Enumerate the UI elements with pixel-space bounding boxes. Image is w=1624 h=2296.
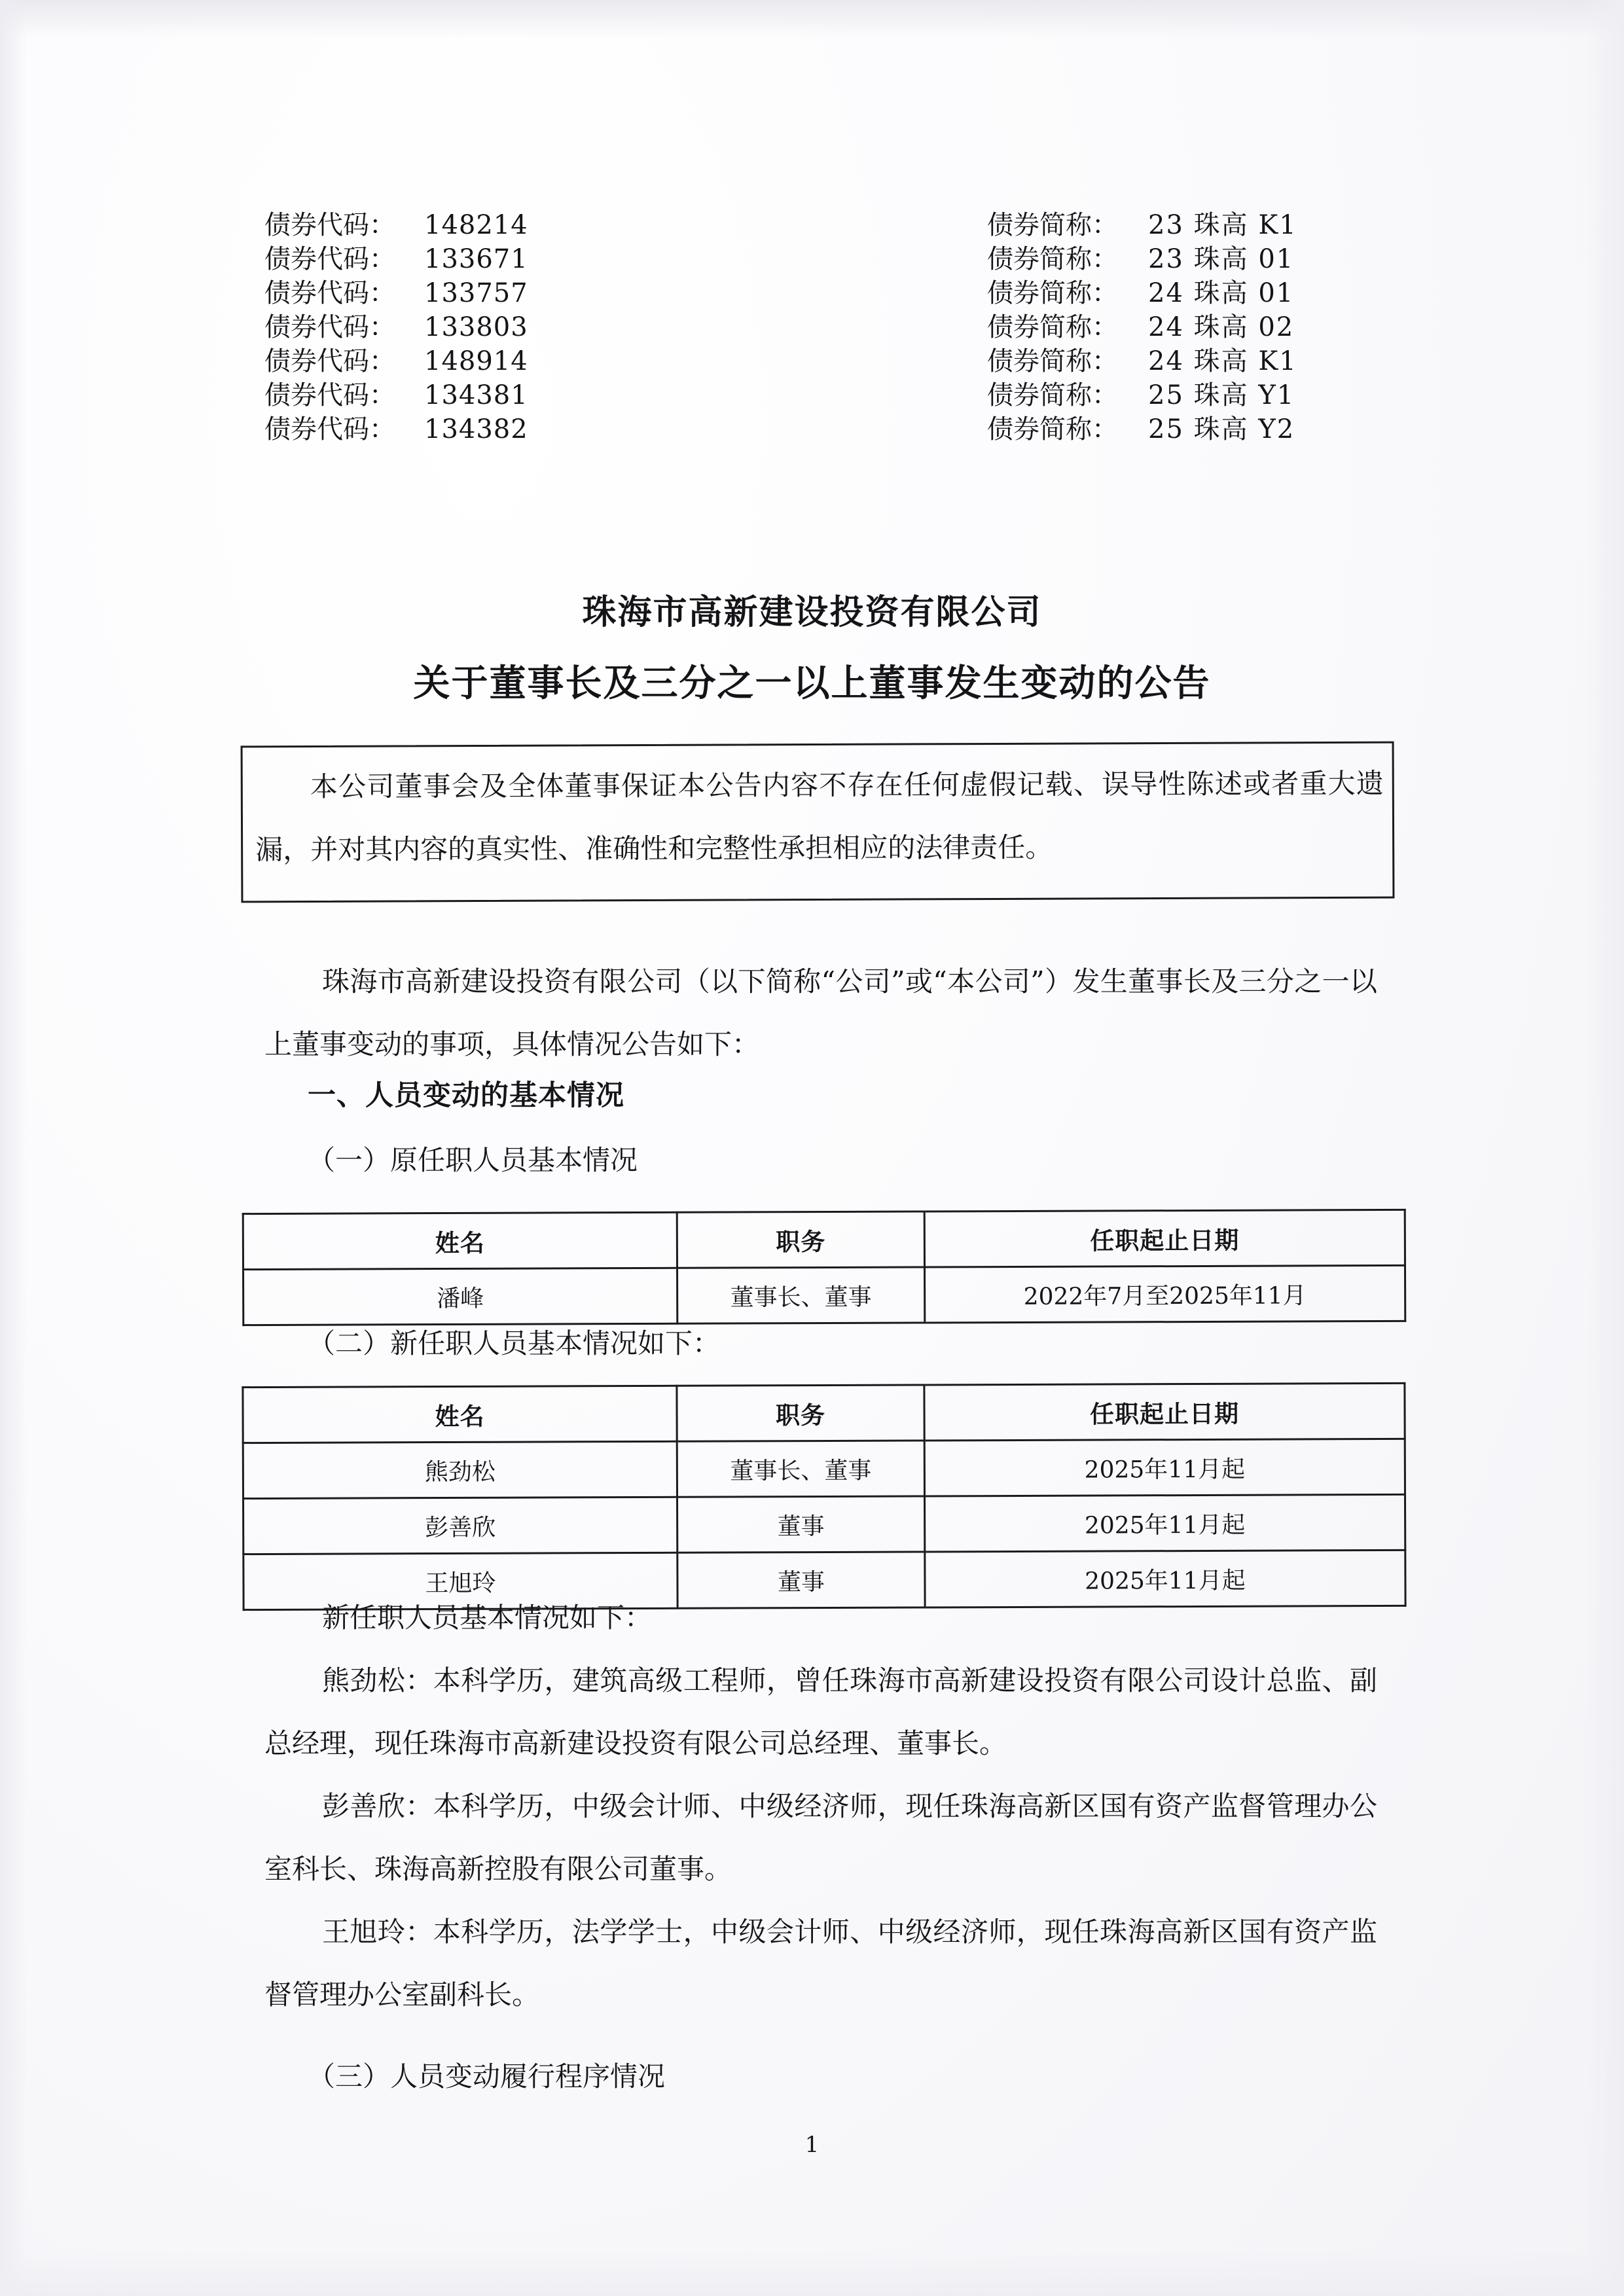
bond-header-row [264, 276, 1364, 310]
table-row [243, 1439, 1405, 1498]
intro-paragraph: 珠海市高新建设投资有限公司（以下简称“公司”或“本公司”）发生董事长及三分之一以上董事变动的事项，具体情况公告如下： [264, 965, 1377, 1060]
bond-name-pair [987, 378, 1295, 412]
bond-code-label: 债券代码： [264, 312, 395, 342]
table-header-row [243, 1383, 1405, 1443]
table-header-row [243, 1210, 1405, 1269]
bond-name-value: 24 珠高 01 [1148, 278, 1295, 308]
cell-name: 潘峰 [244, 1268, 677, 1325]
bond-code-label: 债券代码： [264, 346, 395, 376]
disclaimer-text: 本公司董事会及全体董事保证本公告内容不存在任何虚假记载、误导性陈述或者重大遗漏，并对其内容的真实性、准确性和完整性承担相应的法律责任。 [255, 767, 1384, 866]
scan-edge-shadow-left [0, 0, 27, 2296]
column-header-role: 职务 [677, 1211, 924, 1268]
scan-edge-shadow-top [0, 0, 1624, 38]
cell-dates: 2025年11月起 [925, 1550, 1405, 1607]
bond-name-value: 24 珠高 K1 [1148, 346, 1297, 376]
bond-header-row [264, 310, 1364, 344]
announcement-title: 关于董事长及三分之一以上董事发生变动的公告 [413, 662, 1211, 705]
bond-name-label: 债券简称： [987, 312, 1118, 342]
scan-edge-shadow-bottom [0, 2250, 1624, 2296]
bond-name-value: 25 珠高 Y2 [1148, 414, 1295, 444]
cell-name: 彭善欣 [244, 1497, 677, 1554]
cell-role: 董事 [677, 1496, 925, 1552]
bond-header-row [264, 242, 1364, 276]
column-header-name: 姓名 [243, 1386, 677, 1443]
bond-code-pair [264, 412, 716, 446]
bond-code-label: 债券代码： [264, 278, 395, 308]
bond-code-value: 133671 [424, 244, 528, 274]
cell-dates: 2025年11月起 [924, 1494, 1405, 1552]
bond-code-label: 债券代码： [264, 380, 395, 410]
bond-name-pair [987, 344, 1297, 378]
bond-code-pair [264, 276, 716, 310]
bond-name-pair [987, 276, 1294, 310]
bond-code-value: 148214 [424, 210, 528, 240]
bond-name-pair [987, 242, 1294, 276]
subsection-heading-1-2: （二）新任职人员基本情况如下： [308, 1327, 721, 1359]
bond-code-value: 134382 [424, 414, 528, 444]
bond-name-pair [987, 208, 1297, 242]
bond-header-row [264, 208, 1364, 242]
new-personnel-table [242, 1382, 1406, 1611]
bond-name-pair [987, 412, 1295, 446]
former-personnel-table [242, 1209, 1407, 1326]
bond-header-row [264, 378, 1364, 412]
bond-name-label: 债券简称： [987, 278, 1118, 308]
bio-paragraph-wangxuling: 王旭玲：本科学历，法学学士，中级会计师、中级经济师，现任珠海高新区国有资产监督管理办公室副科长。 [264, 1916, 1377, 2011]
scan-edge-shadow-right [1585, 0, 1624, 2296]
cell-name: 熊劲松 [243, 1441, 677, 1498]
bond-name-label: 债券简称： [987, 380, 1118, 410]
bio-paragraph-xiongjinsong: 熊劲松：本科学历，建筑高级工程师，曾任珠海市高新建设投资有限公司设计总监、副总经理，现任珠海市高新建设投资有限公司总经理、董事长。 [264, 1664, 1377, 1759]
bond-name-value: 23 珠高 K1 [1148, 210, 1297, 240]
column-header-name: 姓名 [243, 1212, 677, 1269]
bond-name-label: 债券简称： [987, 414, 1118, 444]
section-heading-1: 一、人员变动的基本情况 [308, 1079, 624, 1112]
bond-code-value: 134381 [424, 380, 528, 410]
bond-code-label: 债券代码： [264, 244, 395, 274]
bio-paragraph-pengshanxin: 彭善欣：本科学历，中级会计师、中级经济师，现任珠海高新区国有资产监督管理办公室科长、珠海高新控股有限公司董事。 [264, 1790, 1377, 1885]
table-row [244, 1494, 1405, 1554]
bond-name-value: 25 珠高 Y1 [1148, 380, 1295, 410]
bond-name-label: 债券简称： [987, 210, 1118, 240]
bond-code-pair [264, 242, 716, 276]
bond-name-pair [987, 310, 1294, 344]
bond-code-value: 133803 [424, 312, 528, 342]
cell-role: 董事长、董事 [677, 1441, 924, 1497]
subsection-heading-1-3: （三）人员变动履行程序情况 [308, 2060, 666, 2092]
cell-name: 王旭玲 [244, 1552, 677, 1609]
cell-dates: 2022年7月至2025年11月 [924, 1265, 1405, 1323]
cell-dates: 2025年11月起 [924, 1439, 1405, 1496]
bond-name-label: 债券简称： [987, 346, 1118, 376]
bios-lead-in: 新任职人员基本情况如下： [322, 1602, 653, 1634]
cell-role: 董事长、董事 [677, 1267, 925, 1323]
column-header-dates: 任职起止日期 [924, 1210, 1405, 1267]
bond-code-pair [264, 344, 716, 378]
bond-code-pair [264, 310, 716, 344]
subsection-heading-1-1: （一）原任职人员基本情况 [308, 1144, 638, 1176]
column-header-role: 职务 [677, 1385, 924, 1441]
bond-name-value: 23 珠高 01 [1148, 244, 1295, 274]
bond-header-block [264, 208, 1364, 446]
bond-header-row [264, 412, 1364, 446]
company-title: 珠海市高新建设投资有限公司 [582, 593, 1042, 632]
bond-code-label: 债券代码： [264, 210, 395, 240]
cell-role: 董事 [677, 1552, 925, 1608]
table-row [244, 1265, 1405, 1325]
column-header-dates: 任职起止日期 [924, 1383, 1405, 1441]
bond-code-value: 148914 [424, 346, 528, 376]
bond-name-label: 债券简称： [987, 244, 1118, 274]
bond-header-row [264, 344, 1364, 378]
bond-code-pair [264, 208, 716, 242]
page-number: 1 [804, 2132, 820, 2158]
bond-code-value: 133757 [424, 278, 528, 308]
bond-name-value: 24 珠高 02 [1148, 312, 1295, 342]
bond-code-label: 债券代码： [264, 414, 395, 444]
bond-code-pair [264, 378, 716, 412]
